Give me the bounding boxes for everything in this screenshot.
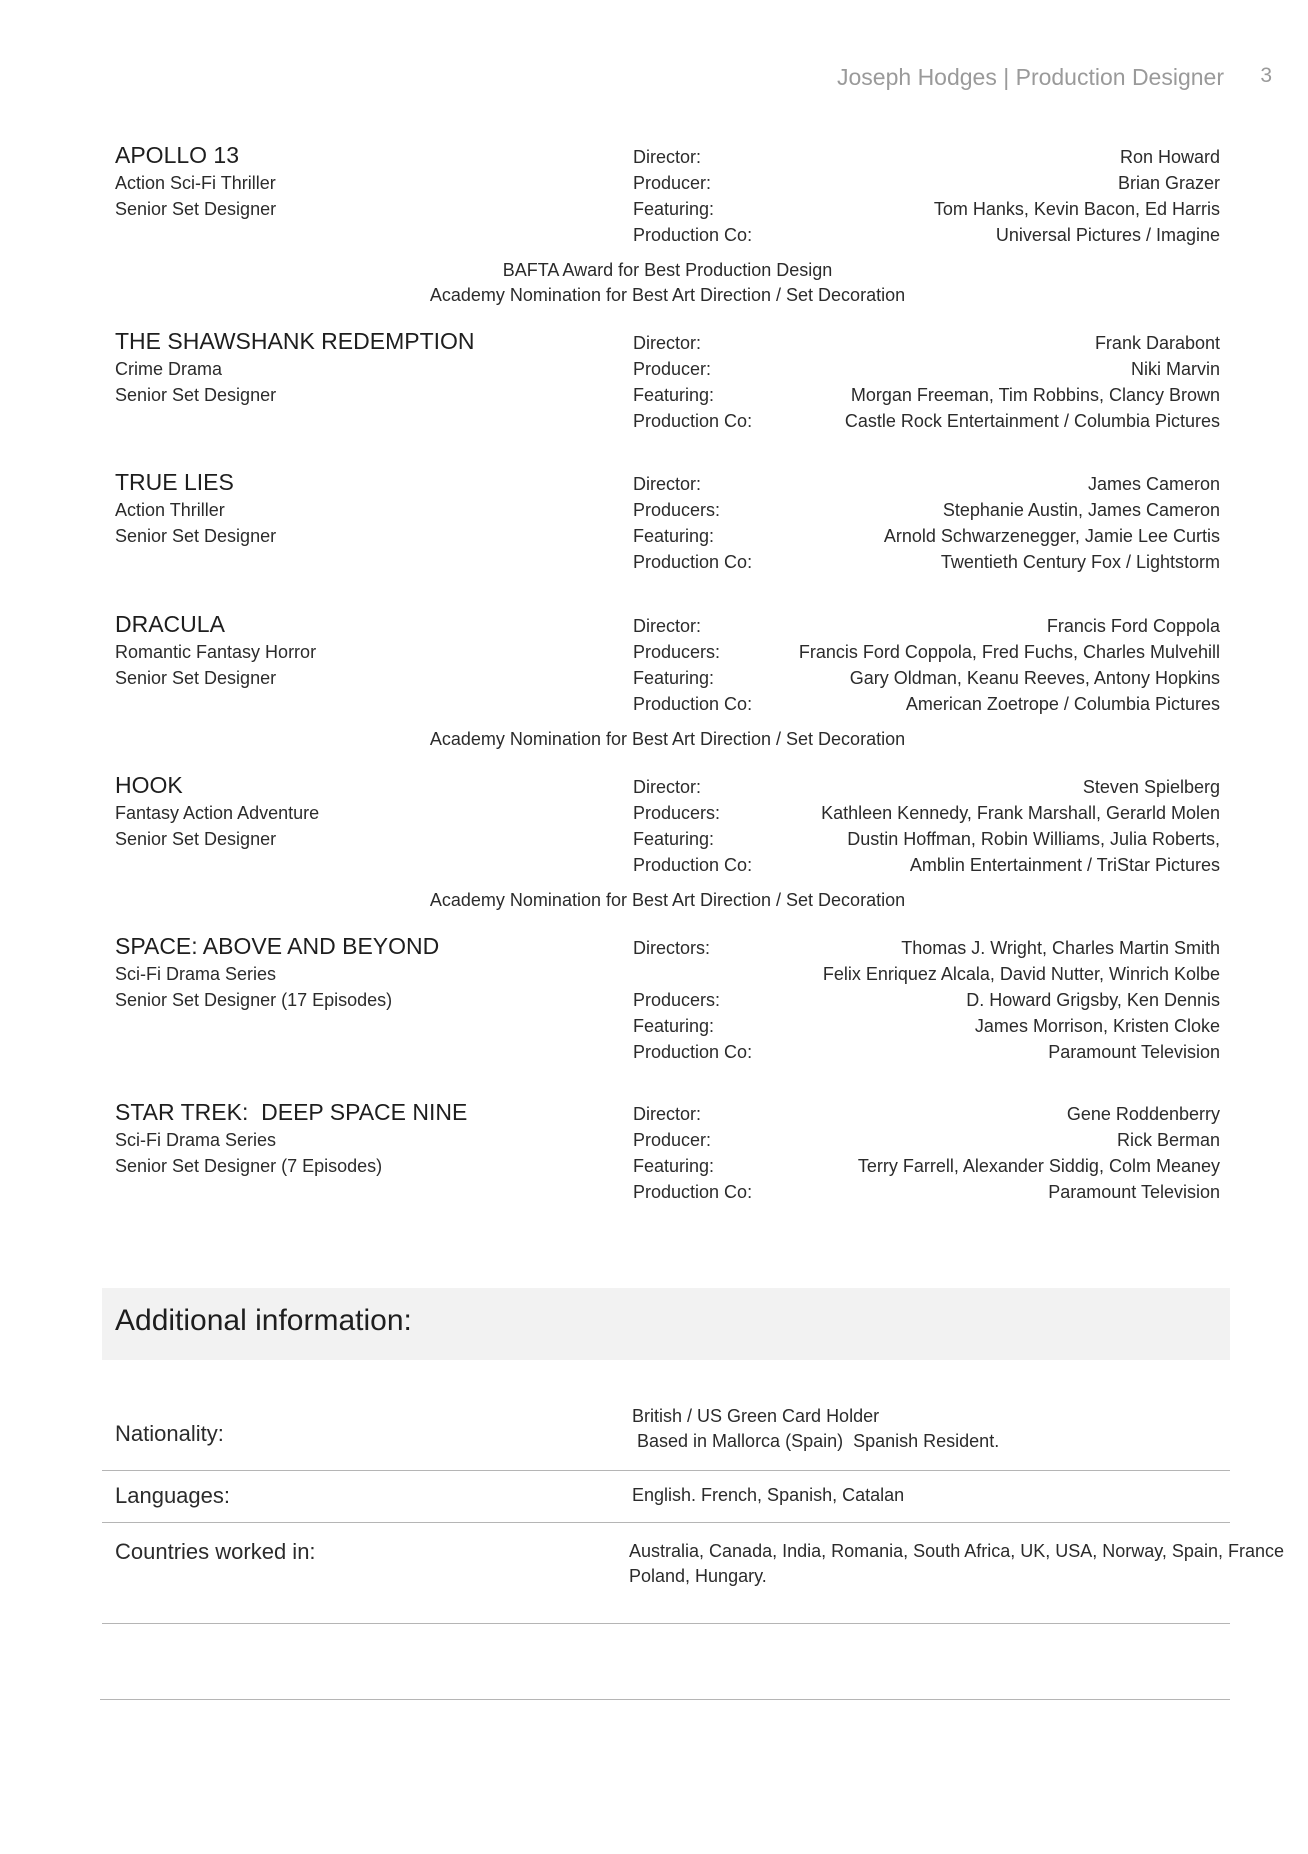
- credit-row: [633, 691, 1220, 717]
- credit-row: [633, 852, 1220, 878]
- award-line: Academy Nomination for Best Art Direction / Set Decoration: [429, 729, 906, 749]
- row-label: Director:: [633, 777, 702, 797]
- row-label: Producer:: [633, 1130, 712, 1150]
- value-line: Based in Mallorca (Spain) Spanish Resident.: [632, 1431, 1000, 1451]
- credit-row: [633, 497, 1220, 523]
- credit-genre: Action Sci-Fi Thriller: [115, 173, 276, 193]
- row-value: Morgan Freeman, Tim Robbins, Clancy Brown: [850, 385, 1220, 405]
- row-value: Gene Roddenberry: [1066, 1104, 1220, 1124]
- credit-role: Senior Set Designer: [115, 668, 277, 688]
- credit-row: [633, 1101, 1220, 1127]
- row-label: Production Co:: [633, 1042, 753, 1062]
- row-label: Production Co:: [633, 552, 753, 572]
- row-value: Paramount Television: [1048, 1042, 1220, 1062]
- row-label: Featuring:: [633, 829, 715, 849]
- row-label: Director:: [633, 147, 702, 167]
- row-label: Production Co:: [633, 225, 753, 245]
- page-header: [0, 64, 1308, 94]
- credit-row: [633, 144, 1220, 170]
- row-label: Director:: [633, 333, 702, 353]
- row-value: Thomas J. Wright, Charles Martin Smith: [901, 938, 1220, 958]
- credit-role: Senior Set Designer (17 Episodes): [115, 990, 393, 1010]
- credit-genre: Sci-Fi Drama Series: [115, 1130, 277, 1150]
- row-label: Production Co:: [633, 411, 753, 431]
- row-value: Gary Oldman, Keanu Reeves, Antony Hopkins: [849, 668, 1220, 688]
- award-line: Academy Nomination for Best Art Direction / Set Decoration: [429, 890, 906, 910]
- row-label: Director:: [633, 1104, 702, 1124]
- credit-role: Senior Set Designer: [115, 526, 277, 546]
- credit-row: [633, 523, 1220, 549]
- credit-row: [633, 382, 1220, 408]
- row-value: Ron Howard: [1119, 147, 1220, 167]
- row-value: Kathleen Kennedy, Frank Marshall, Gerarld Molen: [821, 803, 1220, 823]
- row-label: Director:: [633, 474, 702, 494]
- credit-row: [633, 408, 1220, 434]
- credit-title: APOLLO 13: [115, 142, 240, 168]
- row-value: Dustin Hoffman, Robin Williams, Julia Roberts,: [847, 829, 1220, 849]
- row-label: Production Co:: [633, 855, 753, 875]
- row-label: Featuring:: [633, 199, 715, 219]
- info-row-nationality: [102, 1400, 1230, 1471]
- credit-genre: Crime Drama: [115, 359, 223, 379]
- row-label: Producers:: [633, 803, 721, 823]
- row-label: Featuring:: [633, 668, 715, 688]
- page-number: 3: [1260, 64, 1272, 87]
- credit-role: Senior Set Designer (7 Episodes): [115, 1156, 383, 1176]
- row-value: Niki Marvin: [1130, 359, 1220, 379]
- credit-role: Senior Set Designer: [115, 199, 277, 219]
- credit-title: STAR TREK: DEEP SPACE NINE: [115, 1099, 468, 1125]
- info-row-countries: [102, 1523, 1284, 1624]
- row-value: Francis Ford Coppola: [1046, 616, 1220, 636]
- credit-title: HOOK: [115, 772, 183, 798]
- credit-role: Senior Set Designer: [115, 385, 277, 405]
- row-value: Castle Rock Entertainment / Columbia Pictures: [844, 411, 1220, 431]
- credit-row: [633, 330, 1220, 356]
- row-label: Featuring:: [633, 1156, 715, 1176]
- row-value: Terry Farrell, Alexander Siddig, Colm Meaney: [857, 1156, 1220, 1176]
- value-line: Australia, Canada, India, Romania, South Africa, UK, USA, Norway, Spain, France: [629, 1541, 1284, 1561]
- languages-label: Languages:: [115, 1483, 230, 1508]
- row-value: Stephanie Austin, James Cameron: [942, 500, 1220, 520]
- credit-row: [633, 170, 1220, 196]
- row-value: Frank Darabont: [1094, 333, 1220, 353]
- credit-genre: Action Thriller: [115, 500, 225, 520]
- row-value: Universal Pictures / Imagine: [995, 225, 1220, 245]
- credit-genre: Fantasy Action Adventure: [115, 803, 320, 823]
- row-value: Felix Enriquez Alcala, David Nutter, Winrich Kolbe: [822, 964, 1220, 984]
- row-label: Producer:: [633, 173, 712, 193]
- credit-genre: Romantic Fantasy Horror: [115, 642, 317, 662]
- credit-genre: Sci-Fi Drama Series: [115, 964, 277, 984]
- credit-row: [633, 1039, 1220, 1065]
- value-line: British / US Green Card Holder: [632, 1406, 880, 1426]
- row-label: Featuring:: [633, 526, 715, 546]
- row-label: Producer:: [633, 359, 712, 379]
- credit-row: [633, 774, 1220, 800]
- blank-divider-line: [100, 1699, 1230, 1700]
- row-value: Amblin Entertainment / TriStar Pictures: [909, 855, 1220, 875]
- row-label: Producers:: [633, 500, 721, 520]
- credit-row: [633, 826, 1220, 852]
- award-line: BAFTA Award for Best Production Design: [502, 260, 833, 280]
- credit-row: [633, 639, 1220, 665]
- row-label: Production Co:: [633, 1182, 753, 1202]
- row-label: Production Co:: [633, 694, 753, 714]
- credit-row: [633, 1013, 1220, 1039]
- row-value: Steven Spielberg: [1082, 777, 1220, 797]
- info-row-languages: [102, 1471, 1230, 1523]
- row-label: Featuring:: [633, 1016, 715, 1036]
- row-value: James Cameron: [1087, 474, 1220, 494]
- nationality-value: [632, 1404, 999, 1454]
- additional-info-header: [102, 1288, 1230, 1360]
- row-value: Brian Grazer: [1117, 173, 1220, 193]
- credit-title: SPACE: ABOVE AND BEYOND: [115, 933, 440, 959]
- credit-title: TRUE LIES: [115, 469, 234, 495]
- credit-title: THE SHAWSHANK REDEMPTION: [115, 328, 475, 354]
- credit-row: [633, 471, 1220, 497]
- additional-info-heading: Additional information:: [115, 1304, 412, 1337]
- credit-row: [633, 665, 1220, 691]
- award-line: Academy Nomination for Best Art Direction / Set Decoration: [429, 285, 906, 305]
- credit-row: [633, 935, 1220, 961]
- credit-row: [633, 1153, 1220, 1179]
- row-label: Producers:: [633, 990, 721, 1010]
- row-label: Director:: [633, 616, 702, 636]
- credit-row: [633, 1179, 1220, 1205]
- credit-title: DRACULA: [115, 611, 225, 637]
- row-value: Paramount Television: [1048, 1182, 1220, 1202]
- row-label: Directors:: [633, 938, 711, 958]
- credit-row: [633, 1127, 1220, 1153]
- award-block-hook: [115, 888, 1220, 913]
- countries-value: [629, 1539, 1284, 1589]
- credit-row: [633, 356, 1220, 382]
- credit-role: Senior Set Designer: [115, 829, 277, 849]
- credit-row: [633, 961, 1220, 987]
- credit-row: [633, 549, 1220, 575]
- header-name-title: Joseph Hodges | Production Designer: [837, 64, 1224, 90]
- award-block-dracula: [115, 727, 1220, 752]
- credit-row: [633, 613, 1220, 639]
- languages-value: [632, 1483, 904, 1508]
- row-value: D. Howard Grigsby, Ken Dennis: [966, 990, 1220, 1010]
- credit-row: [633, 987, 1220, 1013]
- row-value: Arnold Schwarzenegger, Jamie Lee Curtis: [883, 526, 1220, 546]
- row-value: Francis Ford Coppola, Fred Fuchs, Charles Mulvehill: [798, 642, 1220, 662]
- value-line: English. French, Spanish, Catalan: [632, 1485, 905, 1505]
- value-line: Poland, Hungary.: [629, 1566, 767, 1586]
- award-block-apollo-13: [115, 258, 1220, 308]
- row-value: Rick Berman: [1116, 1130, 1220, 1150]
- nationality-label: Nationality:: [115, 1421, 224, 1446]
- credit-row: [633, 222, 1220, 248]
- row-label: Featuring:: [633, 385, 715, 405]
- credit-row: [633, 800, 1220, 826]
- row-value: American Zoetrope / Columbia Pictures: [905, 694, 1220, 714]
- credit-row: [633, 196, 1220, 222]
- row-label: Producers:: [633, 642, 721, 662]
- row-value: Tom Hanks, Kevin Bacon, Ed Harris: [933, 199, 1220, 219]
- row-value: Twentieth Century Fox / Lightstorm: [940, 552, 1220, 572]
- countries-label: Countries worked in:: [115, 1539, 316, 1564]
- row-value: James Morrison, Kristen Cloke: [974, 1016, 1220, 1036]
